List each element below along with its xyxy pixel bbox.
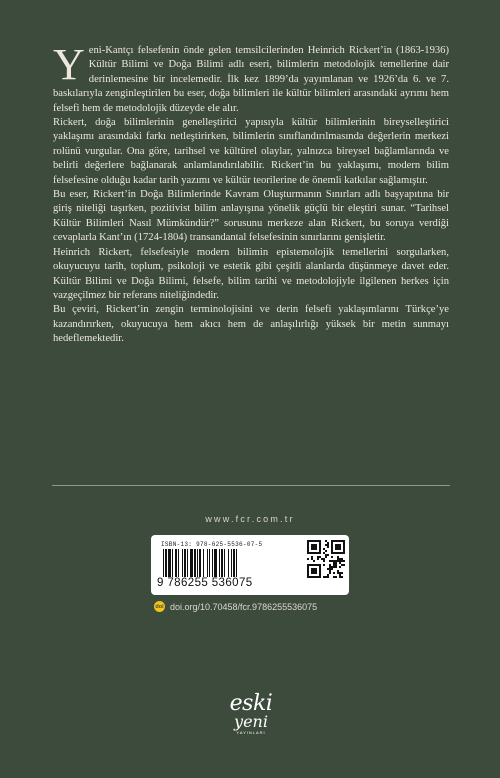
- back-cover-blurb: [53, 40, 449, 347]
- isbn-label: ISBN-13: 978-625-5536-07-5: [161, 541, 263, 548]
- blurb-paragraph-3: Bu eser, Rickert’in Doğa Bilimlerinde Kavram Oluşturmanın Sınırları adlı başyapıtına bir giriş niteliği taşırken, pozitivist bilim anlayışına yönelik güçlü bir eleştiri sunar. “Tarihsel Kültür Bilimleri Nasıl Mümkündür?” sorusunu merkeze alan Rickert, bu soruya verdiği cevaplarla Kant’ın (1724-1804) transandantal felsefesinin sınırlarını genişletir.: [53, 189, 449, 244]
- blurb-paragraph-1-text: eni-Kantçı felsefenin önde gelen temsilcilerinden Heinrich Rickert’in (1863-1936) Kültür Bilimi ve Doğa Bilimi adlı eseri, bilimlerin metodolojik temellerine dair derinlemesine bir incelemedir. İlk kez 1899’da yayımlanan ve 1926’da 6. ve 7. baskılarıyla zenginleştirilen bu eser, doğa bilimleri ile kültür bilimleri arasındaki ayrımı hem felsefi hem de metodolojik düzeyde ele alır.: [53, 45, 449, 114]
- blurb-paragraph-1: [53, 40, 449, 116]
- publisher-logo: [224, 691, 278, 750]
- barcode-panel: [151, 535, 349, 595]
- logo-subtitle: YAYINLARI: [236, 730, 266, 735]
- barcode-icon: [161, 549, 275, 577]
- blurb-paragraph-5: Bu çeviri, Rickert’in zengin terminolojisini ve derin felsefi yaklaşımlarını Türkçe’ye kazandırırken, okuyucuya hem akıcı hem de anlaşılırlığı yüksek bir metin sunmayı hedeflemektedir.: [53, 304, 449, 345]
- doi-row: [154, 601, 317, 612]
- blurb-paragraph-4: Heinrich Rickert, felsefesiyle modern bilimin epistemolojik temellerini sorgularken, okuyucuyu tarih, toplum, psikoloji ve estetik gibi çeşitli alanlarda düşünmeye davet eder. Kültür Bilimi ve Doğa Bilimi, felsefe, bilim tarihi ve metodolojiyle ilgilenen herkes için vazgeçilmez bir referans niteliğindedir.: [53, 246, 449, 301]
- blurb-paragraph-2: Rickert, doğa bilimlerinin genelleştirici yapısıyla kültür bilimlerinin bireyselleştirici yaklaşımı arasındaki farkı netleştirirken, bilimlerin sınıflandırılmasında değerlerin merkezi rolünü vurgular. Ona göre, tarihsel ve kültürel olaylar, yalnızca bireysel bağlamlarında ve belirli değerlere bağlanarak anlamlandırılabilir. Rickert’in bu yaklaşımı, modern bilim felsefesine olduğu kadar tarih yazımı ve kültür teorilerine de önemli katkılar sağlamıştır.: [53, 117, 449, 186]
- drop-cap: Y: [53, 40, 85, 89]
- barcode-digits: 9 786255 536075: [157, 577, 253, 589]
- doi-link[interactable]: doi.org/10.70458/fcr.9786255536075: [170, 601, 318, 612]
- logo-line-1: eski: [229, 691, 273, 716]
- doi-icon: doi: [154, 601, 165, 612]
- divider-line: [52, 485, 450, 486]
- qr-code-icon[interactable]: [307, 540, 345, 578]
- website-url[interactable]: www.fcr.com.tr: [205, 514, 295, 524]
- logo-line-2: yeni: [234, 712, 268, 731]
